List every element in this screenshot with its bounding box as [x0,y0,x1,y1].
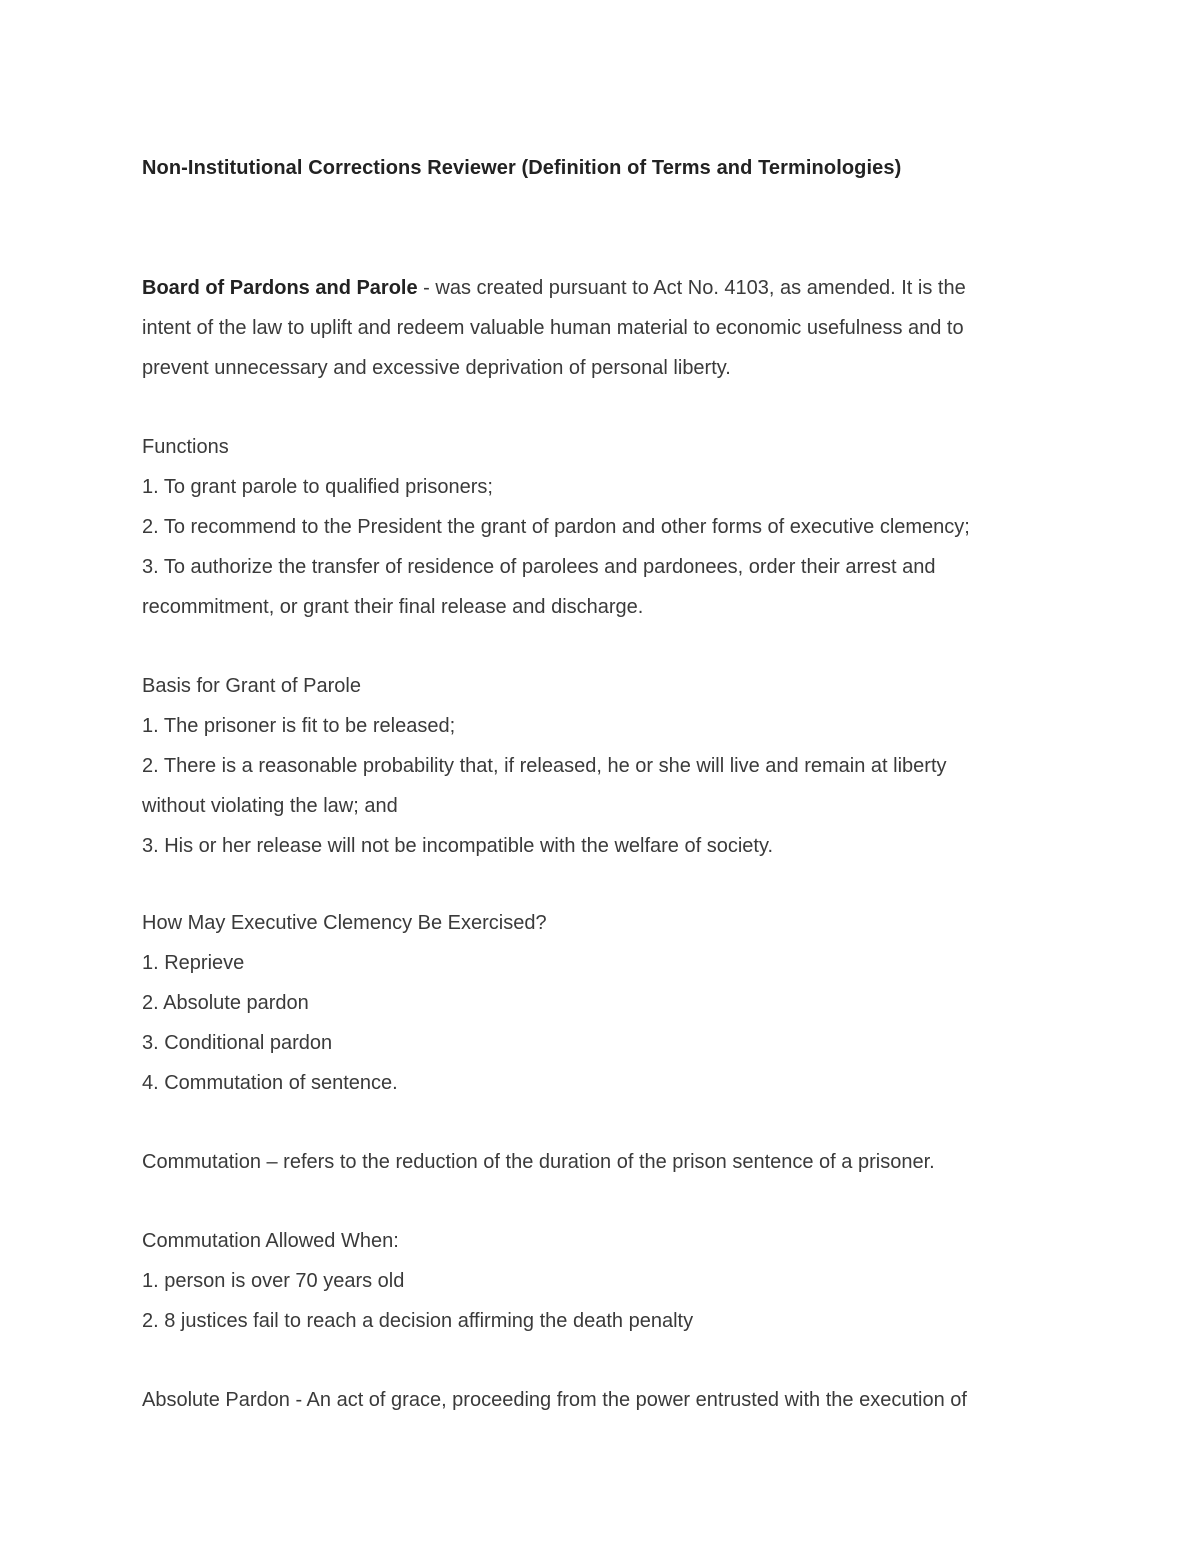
functions-heading: Functions [142,436,229,458]
clemency-item: 3. Conditional pardon [142,1032,333,1054]
functions-item: 1. To grant parole to qualified prisoners; [142,476,493,498]
board-line-1 [142,268,1042,308]
board-line-1-rest: - was created pursuant to Act No. 4103, as amended. It is the [417,277,966,299]
board-paragraph [142,268,1042,388]
parole-basis-item: 3. His or her release will not be incompatible with the welfare of society. [142,835,774,857]
parole-basis-heading: Basis for Grant of Parole [142,675,361,697]
functions-item: recommitment, or grant their final release and discharge. [142,596,644,618]
absolute-pardon-definition: Absolute Pardon - An act of grace, proceeding from the power entrusted with the execution of [142,1389,967,1411]
commutation-allowed-heading: Commutation Allowed When: [142,1230,399,1252]
document-title: Non-Institutional Corrections Reviewer (Definition of Terms and Terminologies) [142,157,902,179]
parole-basis-item: 2. There is a reasonable probability that, if released, he or she will live and remain at liberty [142,755,947,777]
functions-item: 3. To authorize the transfer of residence of parolees and pardonees, order their arrest and [142,556,936,578]
clemency-item: 4. Commutation of sentence. [142,1072,398,1094]
functions-item: 2. To recommend to the President the grant of pardon and other forms of executive clemency; [142,516,970,538]
functions-section [142,427,1042,627]
clemency-item: 1. Reprieve [142,952,245,974]
board-line-3: prevent unnecessary and excessive deprivation of personal liberty. [142,357,731,379]
board-term: Board of Pardons and Parole [142,277,418,299]
clemency-section [142,903,1042,1103]
parole-basis-section [142,666,1042,866]
board-line-2: intent of the law to uplift and redeem valuable human material to economic usefulness and to [142,317,964,339]
commutation-section [142,1142,1042,1182]
clemency-heading: How May Executive Clemency Be Exercised? [142,912,547,934]
clemency-item: 2. Absolute pardon [142,992,309,1014]
parole-basis-item: 1. The prisoner is fit to be released; [142,715,456,737]
parole-basis-item: without violating the law; and [142,795,398,817]
commutation-allowed-section [142,1221,1042,1341]
commutation-definition: Commutation – refers to the reduction of the duration of the prison sentence of a prisoner. [142,1151,935,1173]
commutation-allowed-item: 1. person is over 70 years old [142,1270,405,1292]
absolute-pardon-section [142,1380,1042,1420]
commutation-allowed-item: 2. 8 justices fail to reach a decision affirming the death penalty [142,1310,694,1332]
